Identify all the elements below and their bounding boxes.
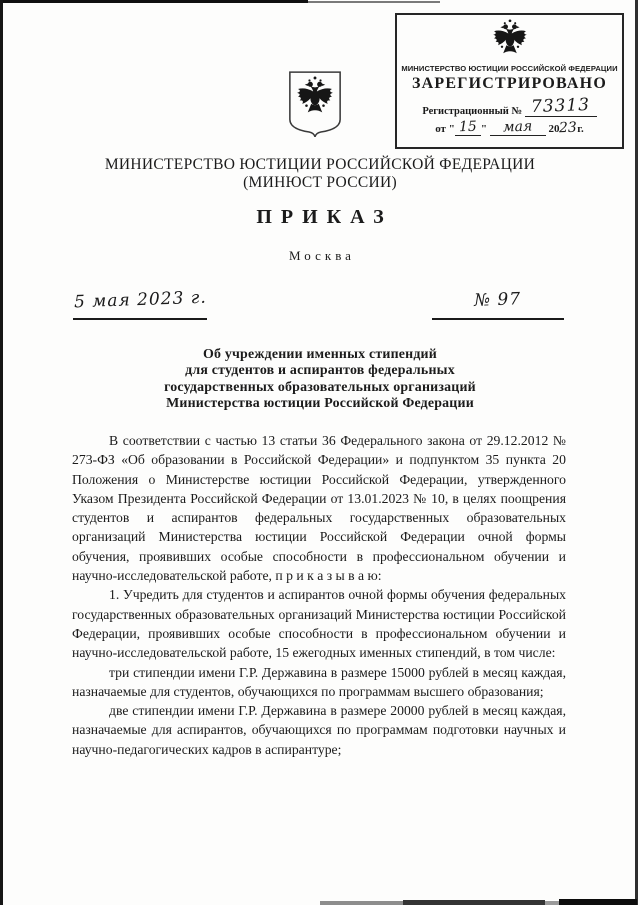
order-title-line: государственных образовательных организаций — [164, 379, 476, 395]
scan-edge-bottom — [559, 899, 637, 905]
order-number-value: № 97 — [474, 289, 522, 311]
order-number-handwritten — [432, 290, 564, 320]
body-paragraph-item1: 1. Учредить для студентов и аспирантов очной формы обучения федеральных государственных образовательных организаций Министерства юстиции Российской Федерации, проявивших особые способности в профессиональном обучении и научно-исследовательской работе, 15 ежегодных именных стипендий, в том числе: — [72, 587, 566, 661]
order-title-line: Министерства юстиции Российской Федерации — [166, 396, 474, 412]
city-label: Москва — [289, 248, 355, 263]
document-type-heading: ПРИКАЗ — [256, 206, 393, 228]
stamp-registration-number — [397, 96, 622, 117]
registration-stamp — [395, 13, 624, 149]
scan-edge-bottom — [545, 901, 559, 905]
stamp-registered-label: ЗАРЕГИСТРИРОВАНО — [412, 75, 607, 92]
stamp-date — [397, 119, 622, 136]
stamp-date-month: мая — [502, 118, 533, 136]
body-paragraph-stipend-postgrads: две стипендии имени Г.Р. Державина в размере 20000 рублей в месяц каждая, назначаемые для аспирантов, обучающихся по программам подготовки научных и научно-педагогических кадров в аспирантуре; — [72, 703, 566, 757]
scan-edge-top — [0, 0, 308, 3]
order-date-value: 5 мая 2023 г. — [73, 287, 207, 313]
ministry-name-line1: МИНИСТЕРСТВО ЮСТИЦИИ РОССИЙСКОЙ ФЕДЕРАЦИИ — [104, 156, 536, 173]
scan-edge-right — [635, 0, 638, 905]
scan-edge-bottom — [320, 901, 403, 905]
coat-of-arms-shield-icon — [286, 69, 344, 139]
order-date-handwritten — [73, 287, 207, 320]
ministry-name-line2: (МИНЮСТ РОССИИ) — [243, 174, 397, 191]
body-paragraph-preamble: В соответствии с частью 13 статьи 36 Федерального закона от 29.12.2012 № 273-ФЗ «Об образовании в Российской Федерации» и подпунктом 35 пункта 20 Положения о Министерстве юстиции Российской Федерации, утвержденного Указом Президента Российской Федерации от 13.01.2023 № 10, в целях поощрения студентов и аспирантов федеральных государственных образовательных организаций Министерства юстиции Российской Федерации очной формы обучения, проявивших особые способности в профессиональном обучении и научно-исследовательской работе, п р и к а з ы в а ю: — [72, 433, 566, 584]
double-headed-eagle-icon — [490, 18, 530, 58]
order-title — [0, 347, 640, 413]
stamp-date-day: 15 — [458, 118, 478, 136]
stamp-date-prefix: от — [435, 123, 446, 135]
order-title-line: Об учреждении именных стипендий — [203, 347, 437, 362]
scan-edge-bottom — [403, 900, 545, 905]
stamp-reg-number-value: 73313 — [530, 94, 591, 118]
stamp-date-quote-close: " — [480, 123, 487, 135]
stamp-date-quote-open: " — [448, 123, 455, 135]
stamp-date-suffix: г. — [577, 123, 584, 135]
scan-edge-left — [0, 0, 3, 905]
stamp-ministry-label: МИНИСТЕРСТВО ЮСТИЦИИ РОССИЙСКОЙ ФЕДЕРАЦИИ — [401, 64, 618, 73]
stamp-date-year-printed: 20 — [548, 123, 560, 135]
scan-edge-top-faint — [308, 1, 440, 3]
body-paragraph-stipend-students: три стипендии имени Г.Р. Державина в размере 15000 рублей в месяц каждая, назначаемые для студентов, обучающихся по программам высшего образования; — [72, 664, 566, 699]
stamp-reg-number-label: Регистрационный № — [422, 106, 523, 117]
stamp-date-year-hand: 23 — [559, 119, 578, 137]
order-title-line: для студентов и аспирантов федеральных — [185, 363, 455, 379]
order-body — [72, 431, 566, 759]
